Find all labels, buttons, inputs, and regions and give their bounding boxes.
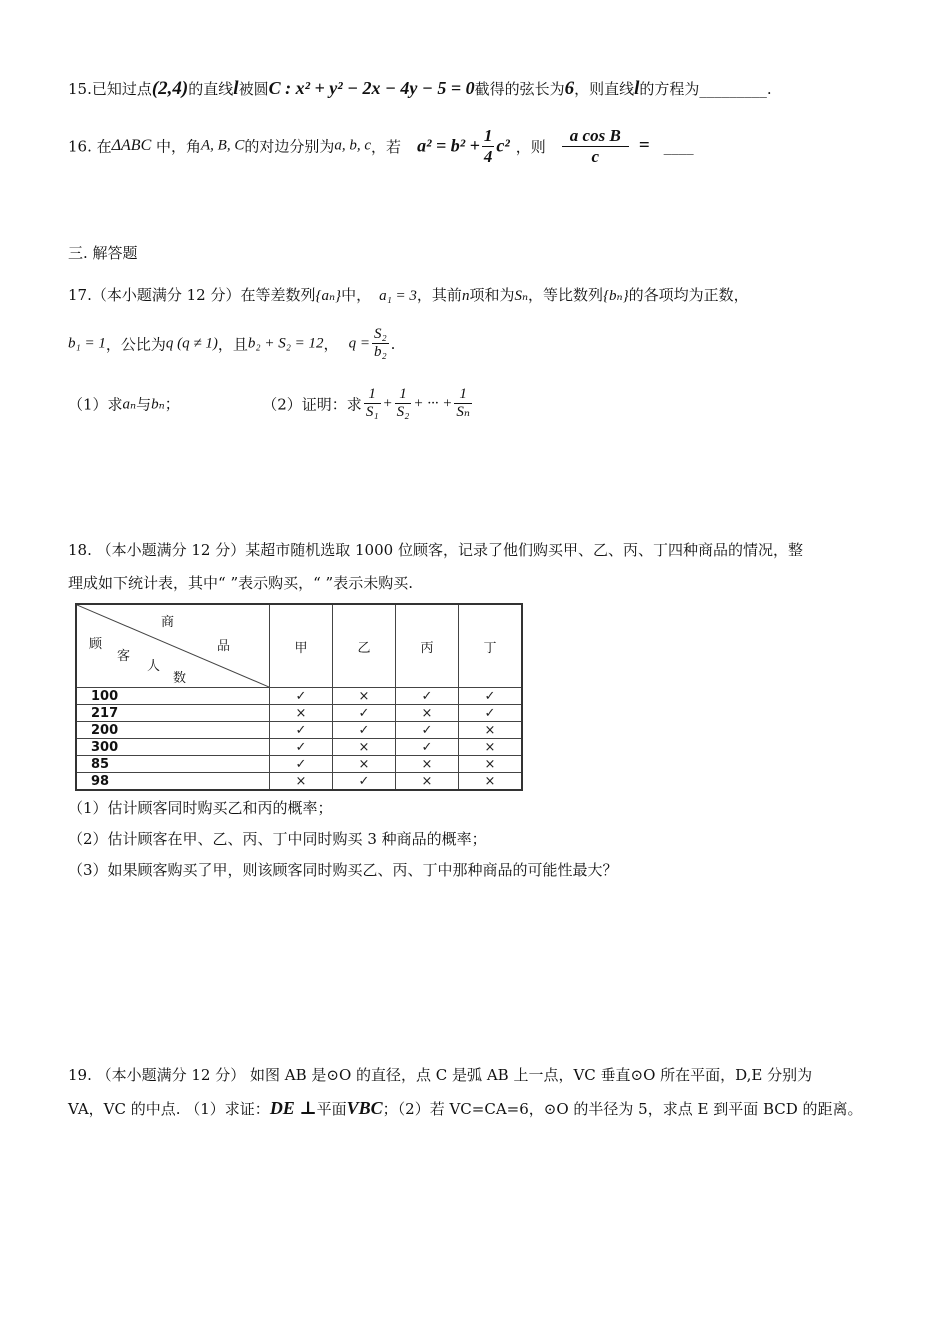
purchase-mark: × [295,773,307,789]
table-diagonal-header: 商 品 顾 客 人 数 [76,604,270,688]
question-19-line1: 19. （本小题满分 12 分） 如图 AB 是⊙O 的直径，点 C 是弧 AB 上一点，VC 垂直⊙O 所在平面，D,E 分别为 [68,1066,813,1084]
purchase-mark: × [484,773,496,789]
purchase-mark: × [421,756,433,772]
purchase-mark: ✓ [295,756,307,772]
purchase-mark: × [295,705,307,721]
sum-term-2: $\frac{1}{\text{S₂}}$ [396,386,410,421]
sum-term-1: $\frac{1}{\text{S₁}}$ [365,386,379,421]
row-count: 100 [76,688,270,705]
question-17-parts: （1）求aₙ与bₙ； （2）证明：求 $\frac{1}{\text{S₁}}$ + $\frac{1}{\text{S₂}}$ + ··· + $\frac{1}{\text{Sₙ}}$ [68,386,470,421]
question-17-conditions: b₁ = 1，公比为q (q ≠ 1)，且b₂ + S₂ = 12， q = $\frac{\text{S₂}}{\text{b₂}}$ . [68,326,396,361]
column-header: 甲 [270,604,333,688]
table-row [76,739,522,756]
row-count: 200 [76,722,270,739]
table-row [76,773,522,791]
ratio-fraction: $\frac{\text{a cos B}}{c}$ [562,126,629,166]
row-count: 85 [76,756,270,773]
purchase-mark: ✓ [295,739,307,755]
table-row [76,688,522,705]
purchase-mark: ✓ [421,688,433,704]
purchase-mark: × [358,756,370,772]
purchase-mark: × [358,739,370,755]
purchase-mark: ✓ [295,722,307,738]
purchase-mark: ✓ [295,688,307,704]
purchase-stats-table [75,603,523,791]
table-row [76,722,522,739]
column-header: 乙 [333,604,396,688]
point-expr: (2,4) [151,78,189,99]
column-header: 丁 [459,604,523,688]
answer-blank[interactable]: _________. [699,80,772,98]
purchase-mark: ✓ [421,722,433,738]
column-header: 丙 [396,604,459,688]
question-16: 16. 在ΔABC 中，角A, B, C的对边分别为a, b, c，若 a² = b² + $\frac{1}{4}$ c² ，则 $\frac{\text{a cos B}}{c}$ = ____ [68,126,694,166]
fraction-quarter: $\frac{1}{4}$ [483,126,493,166]
section-heading: 三. 解答题 [68,244,138,262]
answer-blank[interactable]: ____ [663,137,694,156]
sum-term-n: $\frac{1}{\text{Sₙ}}$ [456,386,470,421]
purchase-mark: × [484,756,496,772]
plane-vbc: VBC [346,1098,383,1118]
purchase-mark: ✓ [358,773,370,789]
purchase-mark: ✓ [358,705,370,721]
given-equation: a² = b² + [417,135,480,156]
row-count: 98 [76,773,270,791]
question-17: 17.（本小题满分 12 分）在等差数列{aₙ}中， a₁ = 3，其前n项和为Sₙ，等比数列{bₙ}的各项均为正数， [68,286,749,304]
question-15: 15.已知过点(2,4)的直线l被圆C : x² + y² − 2x − 4y − 5 = 0截得的弦长为6，则直线l的方程为_________. [68,78,772,99]
row-count: 300 [76,739,270,756]
purchase-mark: × [421,705,433,721]
circle-equation: C : x² + y² − 2x − 4y − 5 = 0 [268,78,475,98]
purchase-mark: ✓ [358,722,370,738]
purchase-mark: × [484,739,496,755]
question-18-line2: 理成如下统计表，其中“ ”表示购买，“ ”表示未购买. [68,574,413,592]
purchase-mark: × [484,722,496,738]
q-fraction: $\frac{\text{S₂}}{\text{b₂}}$ [373,326,387,361]
table-row [76,705,522,722]
question-18-line1: 18. （本小题满分 12 分）某超市随机选取 1000 位顾客，记录了他们购买甲、乙、丙、丁四种商品的情况，整 [68,541,803,559]
question-19-line2: VA，VC 的中点. （1）求证：DE ⊥平面VBC；（2）若 VC=CA=6，⊙O 的半径为 5，求点 E 到平面 BCD 的距离。 [68,1098,863,1118]
question-18-part3: （3）如果顾客购买了甲，则该顾客同时购买乙、丙、丁中那种商品的可能性最大？ [68,861,618,879]
de-perp: DE ⊥ [269,1098,317,1118]
row-count: 217 [76,705,270,722]
purchase-mark: ✓ [421,739,433,755]
table-row [76,756,522,773]
purchase-mark: × [358,688,370,704]
purchase-mark: ✓ [484,705,496,721]
purchase-mark: × [421,773,433,789]
purchase-mark: ✓ [484,688,496,704]
question-18-part1: （1）估计顾客同时购买乙和丙的概率； [68,799,333,817]
question-18-part2: （2）估计顾客在甲、乙、丙、丁中同时购买 3 种商品的概率； [68,830,487,848]
